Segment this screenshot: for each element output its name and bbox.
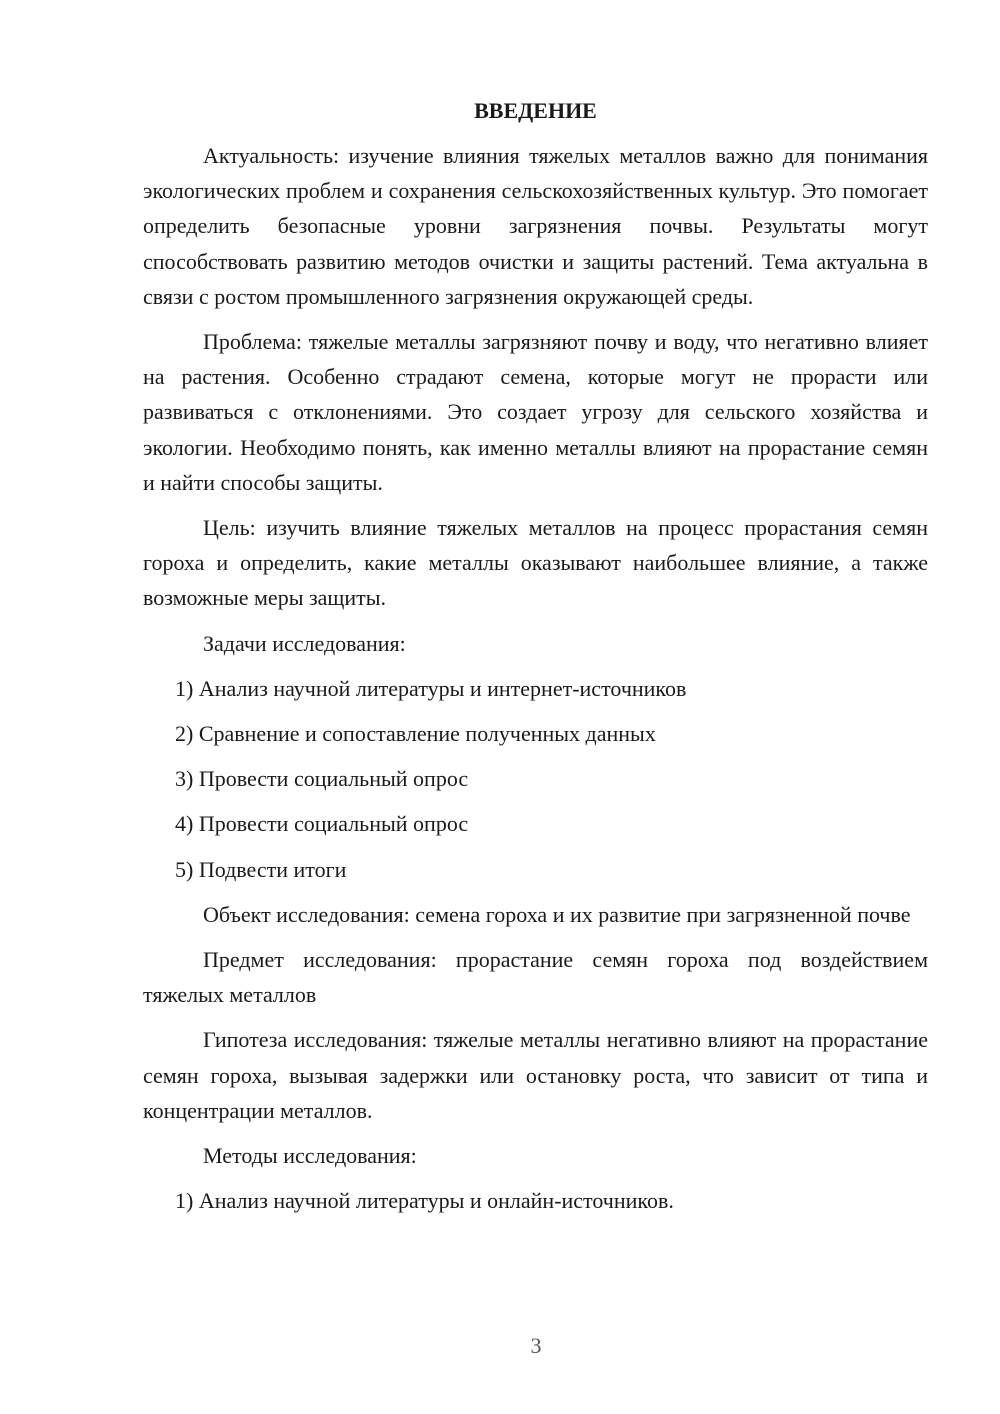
methods-list — [143, 1183, 928, 1218]
tasks-list — [143, 671, 928, 887]
page-content — [143, 96, 928, 1218]
paragraph-hypothesis: Гипотеза исследования: тяжелые металлы негативно влияют на прорастание семян гороха, вызывая задержки или остановку роста, что зависит от типа и концентрации металлов. — [143, 1027, 928, 1123]
task-item: 4) Провести социальный опрос — [175, 811, 469, 837]
paragraph-problem: Проблема: тяжелые металлы загрязняют почву и воду, что негативно влияет на растения. Особенно страдают семена, которые могут не прорасти или развиваться с отклонениями. Это создает угрозу для сельского хозяйства и экологии. Необходимо понять, как именно металлы влияют на прорастание семян и найти способы защиты. — [143, 329, 928, 495]
paragraph-object: Объект исследования: семена гороха и их развитие при загрязненной почве — [203, 901, 911, 927]
tasks-heading: Задачи исследования: — [203, 630, 406, 656]
paragraph-subject: Предмет исследования: прорастание семян гороха под воздействием тяжелых металлов — [143, 947, 928, 1008]
page-number: 3 — [530, 1333, 542, 1358]
paragraph-goal: Цель: изучить влияние тяжелых металлов на процесс прорастания семян гороха и определить, какие металлы оказывают наибольшее влияние, а также возможные меры защиты. — [143, 515, 928, 611]
paragraph-relevance: Актуальность: изучение влияния тяжелых металлов важно для понимания экологических проблем и сохранения сельскохозяйственных культур. Это помогает определить безопасные уровни загрязнения почвы. Результаты могут способствовать развитию методов очистки и защиты растений. Тема актуальна в связи с ростом промышленного загрязнения окружающей среды. — [143, 143, 928, 309]
task-item: 2) Сравнение и сопоставление полученных данных — [175, 721, 656, 747]
task-item: 3) Провести социальный опрос — [175, 766, 469, 792]
method-item: 1) Анализ научной литературы и онлайн-источников. — [175, 1188, 674, 1214]
page-title: ВВЕДЕНИЕ — [474, 98, 597, 123]
task-item: 5) Подвести итоги — [175, 856, 347, 882]
task-item: 1) Анализ научной литературы и интернет-источников — [175, 675, 687, 701]
methods-heading: Методы исследования: — [203, 1143, 417, 1169]
